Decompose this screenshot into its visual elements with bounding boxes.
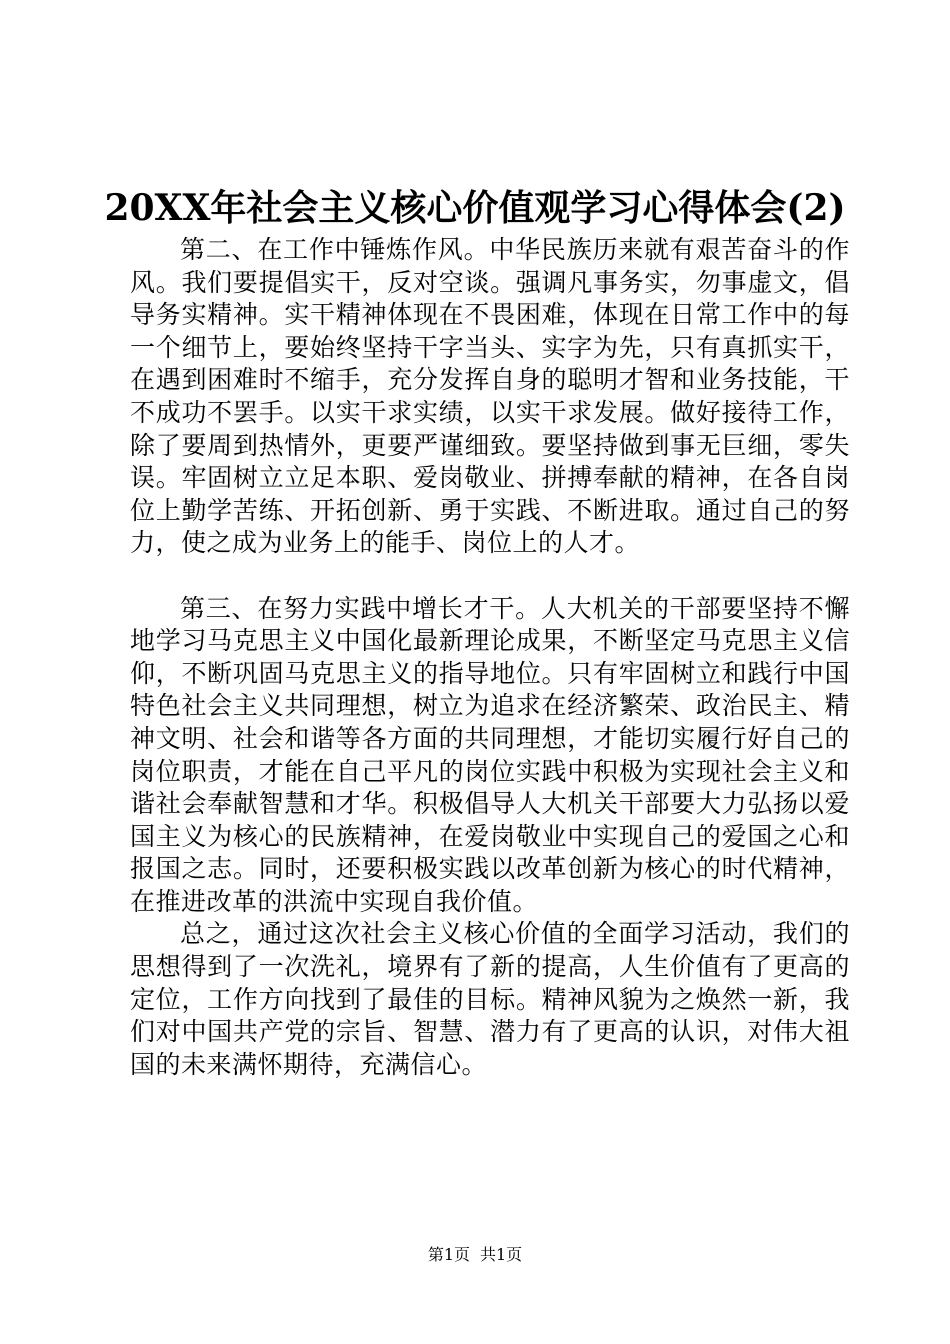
document-title: 20XX年社会主义核心价值观学习心得体会(2) — [104, 187, 846, 229]
page-total: 共1页 — [480, 1245, 523, 1264]
paragraph-second: 第二、在工作中锤炼作风。中华民族历来就有艰苦奋斗的作风。我们要提倡实干，反对空谈。强调凡事务实，勿事虚文，倡导务实精神。实干精神体现在不畏困难，体现在日常工作中的每一个细节上，要始终坚持干字当头、实字为先，只有真抓实干，在遇到困难时不缩手，充分发挥自身的聪明才智和业务技能，干不成功不罢手。以实干求实绩，以实干求发展。做好接待工作，除了要周到热情外，更要严谨细致。要坚持做到事无巨细，零失误。牢固树立立足本职、爱岗敬业、拼搏奉献的精神，在各自岗位上勤学苦练、开拓创新、勇于实践、不断进取。通过自己的努力，使之成为业务上的能手、岗位上的人才。 — [130, 235, 850, 558]
paragraph-third: 第三、在努力实践中增长才干。人大机关的干部要坚持不懈地学习马克思主义中国化最新理论成果，不断坚定马克思主义信仰，不断巩固马克思主义的指导地位。只有牢固树立和践行中国特色社会主义共同理想，树立为追求在经济繁荣、政治民主、精神文明、社会和谐等各方面的共同理想，才能切实履行好自己的岗位职责，才能在自己平凡的岗位实践中积极为实现社会主义和谐社会奉献智慧和才华。积极倡导人大机关干部要大力弘扬以爱国主义为核心的民族精神，在爱岗敬业中实现自己的爱国之心和报国之志。同时，还要积极实践以改革创新为核心的时代精神，在推进改革的洪流中实现自我价值。 — [130, 593, 850, 916]
page-number: 第1页 — [427, 1245, 470, 1264]
page-footer — [0, 1244, 950, 1266]
paragraph-conclusion: 总之，通过这次社会主义核心价值的全面学习活动，我们的思想得到了一次洗礼，境界有了新的提高，人生价值有了更高的定位，工作方向找到了最佳的目标。精神风貌为之焕然一新，我们对中国共产党的宗旨、智慧、潜力有了更高的认识，对伟大祖国的未来满怀期待，充满信心。 — [130, 919, 850, 1079]
document-body — [130, 234, 850, 1081]
